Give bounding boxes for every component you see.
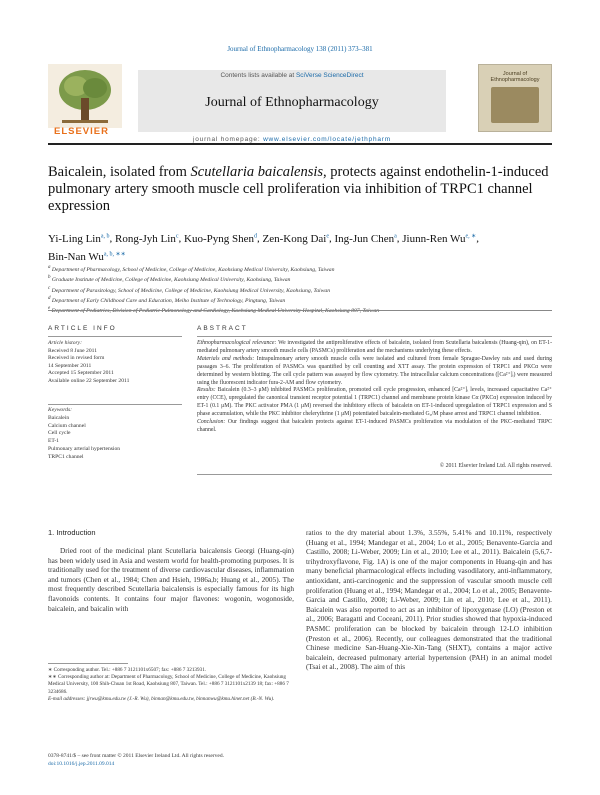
journal-header [48, 64, 552, 143]
affiliation: $^b$ Graduate Institute of Medicine, College of Medicine, Kaohsiung Medical University, Kaohsiung, Taiwan [48, 275, 291, 284]
issn-line: 0378-8741/$ – see front matter © 2011 Elsevier Ireland Ltd. All rights reserved. [48, 753, 224, 759]
affiliation: $^d$ Department of Early Childhood Care and Education, Meiho Institute of Technology, Pingtung, Taiwan [48, 295, 286, 304]
affiliation: $^a$ Department of Pharmacology, School of Medicine, College of Medicine, Kaohsiung Medical University, Kaohsiung, Taiwan [48, 265, 335, 273]
copyright-notice: © 2011 Elsevier Ireland Ltd. All rights reserved. [439, 463, 552, 469]
affiliation: $^c$ Department of Parasitology, School of Medicine, College of Medicine, Kaohsiung Medical University, Kaohsiung, Taiwan [48, 285, 331, 294]
introduction-right-column: ratios to the dry material about 1.3%, 3.55%, 5.41% and 10.11%, respectively (Huang et al., 1994; Mandegar et al., 2004; Lo et al., 2005; Benavente-Garcia and Castillo, 2008; Li-Weber, 2009; Lin et al., 2010; Lee et al., 2011). Baicalein (5,6,7-trihydroxyflavone, Fig. 1A) is one of the major components in Huang-qin and has many beneficial pharmacological effects including vasodilatory, anti-inflammatory, antioxidant, anti-carcinogenic and the suppression of vascular smooth muscle cell proliferation (Huang et al., 1994; Mandegar et al., 2004; Lo et al., 2005; Benavente-Garcia and Castillo, 2008; Li-Weber, 2009; Lin et al., 2010; Lee et al., 2011). Baicalein was also reported to act as an inhibitor of lipoxygenase (LO) (Preston et al., 2006; Baragatti and Coceani, 2011). Prior studies showed that hypoxia-induced PASMC proliferation can be blocked by baicalein through 12-LO inhibition (Preston et al., 2006). Recently, our colleagues demonstrated that the traditional Chinese medicine San-Huang-Xie-Xin-Tang (SHXT), contains a major active baicalein, decreased pulmonary arterial hypertension (PAH) in an animal model (Tsai et al., 2008). The aim of this [306, 528, 552, 672]
journal-cover-image [478, 64, 552, 132]
author[interactable]: Zen-Kong Dai$^e$ [262, 232, 330, 245]
keywords-rule [48, 404, 182, 405]
header-rule [48, 143, 552, 145]
affiliation: $^e$ Department of Pediatrics, Division of Pediatric Pulmonology and Cardiology, Kaohsiung Medical University Hospital, Kaohsiung 807, Taiwan [48, 306, 380, 315]
footnotes [48, 667, 294, 703]
author[interactable]: Jiunn-Ren $Wu^{e, ∗}$ [402, 232, 477, 245]
homepage-link[interactable]: www.elsevier.com/locate/jethpharm [263, 136, 391, 143]
keyword: ET-1 [48, 438, 59, 445]
journal-citation: Journal of Ethnopharmacology 138 (2011) 373–381 [227, 45, 373, 53]
author[interactable]: Kuo-Pyng Shen$^d$ [184, 232, 257, 245]
publisher-name: ELSEVIER [54, 126, 109, 137]
cover-title: Journal of Ethnopharmacology [490, 71, 540, 83]
journal-homepage [138, 136, 446, 143]
author[interactable]: Bin-Nan $Wu^{a, b, ∗∗}$ [48, 251, 126, 264]
history-line: Received in revised form [48, 355, 105, 362]
history-line: Accepted 15 September 2011 [48, 370, 114, 377]
abstract-heading: ABSTRACT [197, 325, 248, 332]
elsevier-tree-logo [48, 64, 122, 128]
abstract-relevance: Ethnopharmacological relevance: We investigated the antiproliferative effects of baicalein, isolated from Scutellaria baicalensis (Huang-qin), on ET-1-mediated pulmonary artery smooth muscle cells (PASMCs) proliferation and the mechanisms underlying these effects. [197, 340, 552, 354]
contents-line [138, 72, 446, 79]
keyword: Pulmonary arterial hypertension [48, 445, 121, 452]
abstract-bottom-rule [197, 474, 552, 475]
section-rule [48, 310, 552, 311]
cover-artwork [491, 87, 539, 123]
footnote: ∗ Corresponding author. Tel.: +886 7 3121101x6507; fax: +886 7 3213931. [48, 667, 207, 673]
affiliations [48, 264, 552, 315]
author-list: Yi-Ling Lin$^{a, b}$, Rong-Jyh Lin$^c$, Kuo-Pyng Shen$^d$, Zen-Kong Dai$^e$, Ing-Jun Chen$^a$, Jiunn-Ren $Wu^{e, ∗}$, Bin-Nan $Wu^{a, b, ∗∗}$ [48, 232, 479, 264]
introduction-left-column: Dried root of the medicinal plant Scutellaria baicalensis Georgi (Huang-qin) has been widely used in Asia and western world for health-promoting purposes. It is traditionally used for the treatment of diverse cardiovascular diseases, inflammation and tumors (Chen et al., 1984; Chen and Hsieh, 1986a,b; Huang et al., 2005). The most frequently described Scutellaria baicalensis is especially famous for its high flavonoids contents. It contains four major flavones: wogonin, wogonoside, baicalein, and baicalin with [48, 546, 294, 613]
keywords [48, 407, 182, 462]
author[interactable]: Yi-Ling Lin$^{a, b}$ [48, 232, 110, 245]
sciencedirect-link[interactable]: SciVerse ScienceDirect [295, 72, 364, 79]
history-line: 14 September 2011 [48, 362, 92, 369]
keywords-label: Keywords: [48, 407, 73, 413]
doi-link[interactable]: doi:10.1016/j.jep.2011.09.014 [48, 760, 115, 767]
abstract-body [197, 340, 552, 435]
history-line: Available online 22 September 2011 [48, 377, 130, 384]
front-matter [48, 753, 294, 768]
title-species: Scutellaria baicalensis [190, 164, 324, 180]
email-footnote: E-mail addresses: jjrwu@kmu.edu.tw (J.-R. Wu), binnan@kmu.edu.tw, binnanwu@kmu.hinet.net (B.-N. Wu). [48, 695, 275, 702]
history-line: Received 8 June 2011 [48, 347, 98, 354]
abstract-methods: Materials and methods: Intrapulmonary artery smooth muscle cells were isolated and cultured from female Sprague-Dawley rats and used during passages 3–6. The proliferation of PASMCs was quantified by cell counting and XTT assay. The protein expression of TRPC1 and PKCα were determined by western blotting. The cell cycle pattern was assayed by flow cytometry. The intracellular calcium concentrations ([Ca²⁺]ᵢ) were measured using the fluorescent indicator fura-2-AM and flow cytometry. [197, 355, 552, 386]
abstract-rule [197, 336, 552, 337]
contents-prefix: Contents lists available at [220, 72, 296, 79]
contents-bar [138, 70, 446, 132]
abstract-results: Results: Baicalein (0.3–3 μM) inhibited PASMCs proliferation, promoted cell cycle progression, enhanced [Ca²⁺]ᵢ levels, increased capacitative Ca²⁺ entry (CCE), upregulated the canonical transient receptor potential 1 (TRPC1) channel and membrane protein kinase Cα (PKCα) expression induced by ET-1 (0.1 μM). The PKC activator PMA (1 μM) reversed the inhibitory effects of baicalein on ET-1-induced upregulation of TRPC1 expression and S phase accumulation, while the PKC inhibitor chelerythrine (1 μM) potentiated baicalein-mediated G₀/M phase arrest and TRPC1 channel inhibition. [197, 387, 552, 418]
history-label: Article history: [48, 340, 83, 346]
article-title [48, 164, 552, 215]
journal-title: Journal of Ethnopharmacology [205, 95, 379, 110]
introduction-heading: 1. Introduction [48, 528, 96, 537]
author[interactable]: Rong-Jyh Lin$^c$ [115, 232, 179, 245]
keyword: Baicalein [48, 414, 70, 421]
footnote: ∗∗ Corresponding author at: Department of Pharmacology, School of Medicine, College of Medicine, Kaohsiung Medical University, 100 Shih-Chuan 1st Road, Kaohsiung 807, Taiwan. Tel.: +886 7 3121101x2139 18; fax: +886 7 3234686. [48, 674, 289, 695]
author[interactable]: Ing-Jun Chen$^a$ [334, 232, 397, 245]
keyword: TRPC1 channel [48, 453, 84, 460]
title-part-1: Baicalein, isolated from [48, 164, 191, 180]
article-history [48, 340, 182, 386]
abstract-conclusion: Conclusion: Our findings suggest that baicalein protects against ET-1-induced PASMCs proliferation via modulation of the PKC-mediated TRPC channel. [197, 419, 552, 433]
keyword: Cell cycle [48, 430, 71, 437]
title-part-2: , protects against endothelin-1-induced pulmonary artery smooth muscle cell proliferation via inhibition of TRPC1 channel expression [48, 164, 549, 214]
keyword: Calcium channel [48, 422, 86, 429]
info-rule [48, 336, 182, 337]
footnote-rule [48, 663, 128, 664]
article-info-heading: ARTICLE INFO [48, 325, 117, 332]
homepage-prefix: journal homepage: [193, 136, 264, 143]
